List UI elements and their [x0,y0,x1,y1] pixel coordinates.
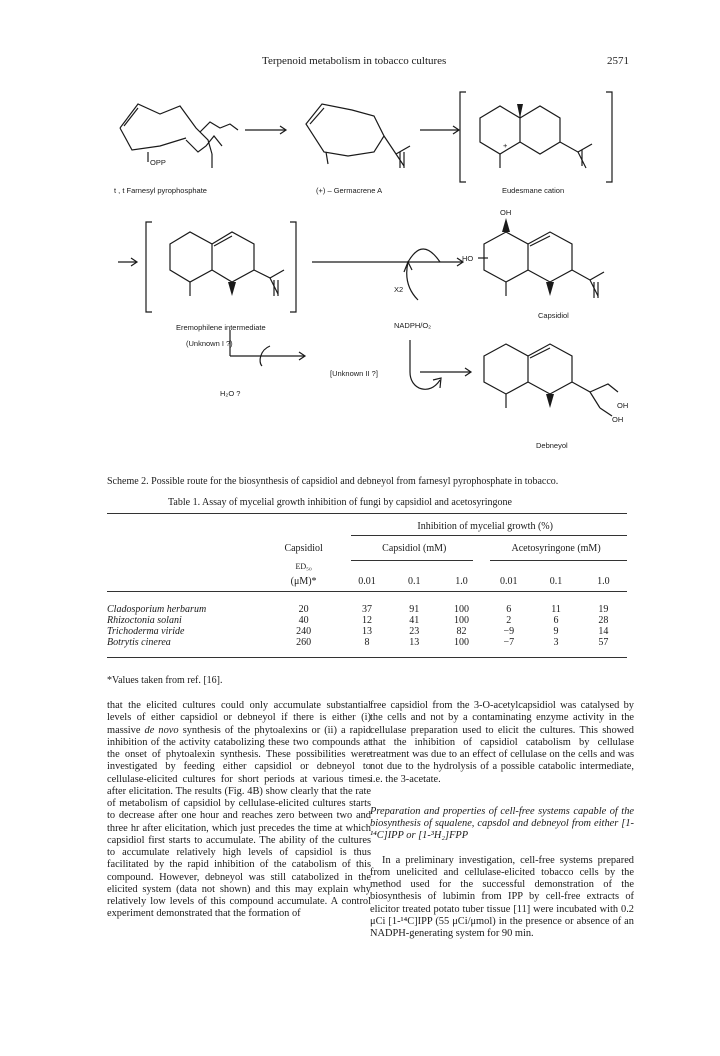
cell-value: 3 [553,637,559,648]
cell-value: 13 [409,637,420,648]
page-number: 2571 [607,55,629,67]
cell-value: 19 [598,604,609,615]
section-heading: Preparation and properties of cell-free systems capable of the biosynthesis of squalene, capsdol and debneyol from either [1-¹⁴C]IPP or [1-³H₂]FPP [370,805,634,842]
right-column [370,700,634,940]
cell-value: 8 [364,637,370,648]
cell-value: 9 [553,626,559,637]
table-footnote: *Values taken from ref. [16]. [107,675,223,686]
conc-header: 0.01 [358,575,376,587]
cell-value: 2 [506,615,512,626]
cell-value: 23 [409,626,420,637]
table-bottom-rule [107,657,627,658]
conc-header: 0.01 [500,575,518,587]
organism-name: Cladosporium herbarum [107,604,207,615]
cell-value: 37 [361,604,372,615]
cell-value: 6 [553,615,559,626]
biosynthesis-scheme [0,0,720,500]
capsidiol-group-header: Capsidiol (mM) [382,542,447,554]
organism-name: Botrytis cinerea [107,637,171,648]
ed50-value: 240 [296,626,312,637]
cell-value: −9 [503,626,515,637]
cell-value: 100 [454,604,470,615]
ed50-value: 260 [296,637,312,648]
table-span-header: Inhibition of mycelial growth (%) [417,520,553,532]
unknown-1-label: (Unknown I ?) [186,339,233,348]
oh-top-label: OH [500,208,512,217]
x2-label: X2 [394,285,404,294]
unknown-2-label: [Unknown II ?] [330,369,378,378]
capsidiol-label: Capsidiol [538,311,569,320]
right-paragraph-2: In a preliminary investigation, cell-free systems prepared from unelicited and cellulase-elicited tobacco cells by the method used for the successful demonstration of the biosynthesis of lubimin from IPP by cell-free extracts of elicitor treated potato tuber tissue [11] were incubated with 0.2 μCi [1-¹⁴C]IPP (55 μCi/μmol) in the presence or absence of an NADPH-generating system for 90 min. [370,854,634,939]
cell-value: 12 [361,615,372,626]
table-row [107,626,627,637]
table-row [107,637,627,648]
organism-name: Rhizoctonia solani [107,615,182,626]
water-label: H₂O ? [220,389,241,398]
nadph-label: NADPH/O₂ [394,321,432,330]
cell-value: 82 [456,626,467,637]
plus-sign: + [503,141,508,150]
capsidiol-col-header: Capsidiol [284,542,323,554]
cell-value: 11 [551,604,561,615]
conc-header: 1.0 [597,575,610,587]
inhibition-table [107,516,627,648]
opp-label: OPP [150,158,166,167]
cell-value: 91 [409,604,420,615]
oh-2-label: OH [612,415,624,424]
germacrene-ring [306,104,384,156]
ed50-value: 40 [298,615,309,626]
farnesyl-chain [120,104,212,154]
unit-header: (μM)* [290,575,317,587]
left-paragraph: that the elicited cultures could only accumulate substantial levels of either capsidiol or debneyol if there is either (i) massive de novo synthesis of the phytoalexins or (ii) a rapid inhibition of the activity catabolizing these two compounds at the onset of phytoalexin synthesis. These possibilities were investigated by feeding either capsidiol or debneyol to cellulase-elicited cultures for short periods at various times after elicitation. The results (Fig. 4B) show clearly that the rate of metabolism of capsidiol by cellulase-elicited cultures starts to decrease after one hour and reaches zero between two and three hr after elicitation, which just precedes the time at which capsidiol first starts to accumulate. The ability of the cultures to accumulate relatively high levels of capsidiol is thus facilitated by the rapid inhibition of the catabolism of this compound. However, debneyol was still catabolized in the elicited system (data not shown) and this may explain why relatively low levels of this compound accumulate. A control experiment demonstrated that the formation of [107,700,371,920]
running-title: Terpenoid metabolism in tobacco cultures [262,55,447,67]
cell-value: 57 [598,637,609,648]
table-top-rule [107,513,627,514]
debneyol-label: Debneyol [536,441,568,450]
conc-header: 0.1 [549,575,563,587]
organism-name: Trichoderma viride [107,626,185,637]
table-row [107,604,627,615]
eremophilene-label: Eremophilene intermediate [176,323,266,332]
table-row [107,615,627,626]
left-column [107,700,371,921]
cell-value: 6 [506,604,512,615]
cell-value: 28 [598,615,609,626]
acetosyringone-group-header: Acetosyringone (mM) [511,542,601,554]
conc-header: 0.1 [408,575,421,587]
ed50-value: 20 [298,604,309,615]
ed50-header: ED₅₀ [295,561,312,571]
eudesmane-label: Eudesmane cation [502,186,565,195]
oh-1-label: OH [617,401,629,410]
conc-header: 1.0 [455,575,468,587]
table-caption: Table 1. Assay of mycelial growth inhibition of fungi by capsidiol and acetosyringone [168,497,512,508]
cell-value: 100 [454,615,470,626]
cell-value: 100 [454,637,470,648]
scheme-caption: Scheme 2. Possible route for the biosynthesis of capsidiol and debneyol from farnesyl pyrophosphate in tobacco. [107,476,559,487]
cell-value: 14 [598,626,609,637]
cell-value: 41 [409,615,420,626]
cell-value: −7 [503,637,515,648]
ho-label: HO [462,254,474,263]
cell-value: 13 [361,626,372,637]
right-paragraph-1: free capsidiol from the 3-O-acetylcapsidiol was catalysed by the cells and not by a contaminating enzyme activity in the cellulase preparation used to elicit the cultures. This showed that the inhibition of capsidiol catabolism by cellulase treatment was due to an effect of cellulase on the cells and was not due to the hydrolysis of a possible catabolic intermediate, i.e. the 3-acetate. [370,700,634,785]
farnesyl-label: t , t Farnesyl pyrophosphate [114,186,207,195]
germacrene-label: (+) – Germacrene A [316,186,383,195]
